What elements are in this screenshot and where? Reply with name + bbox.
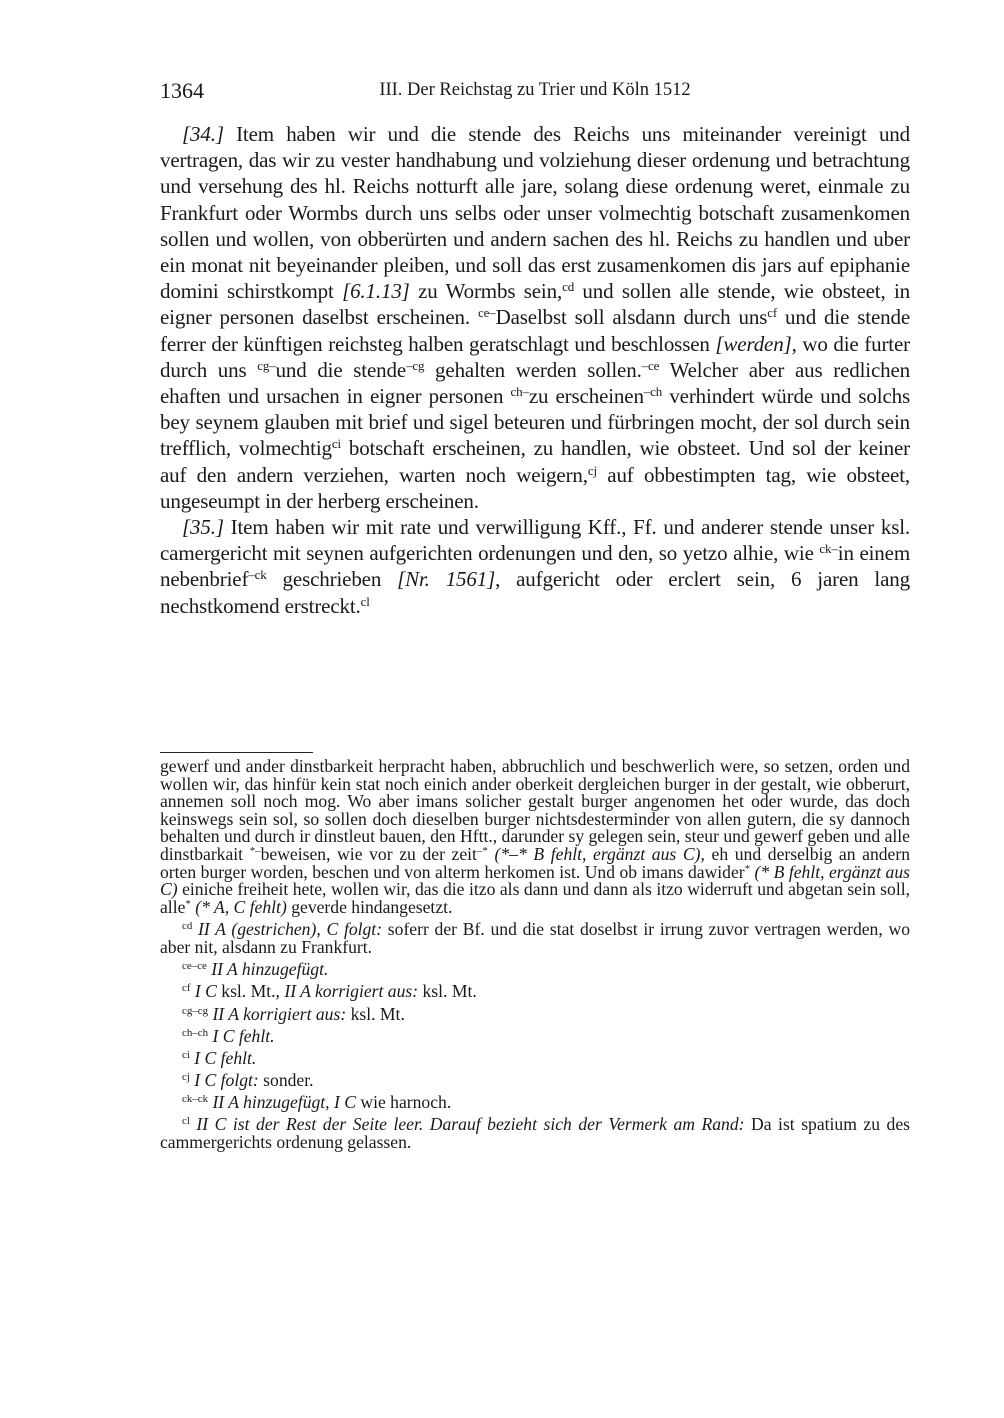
paragraph-34: [34.] Item haben wir und die stende des Reichs uns miteinander vereinigt und vertragen, das wir zu vester handhabung und volziehung dieser ordenung und betrachtung und versehung des hl. Reichs notturft alle jare, solang diese ordenung weret, einmale zu Frankfurt oder Wormbs durch uns selbs oder unser volmechtig botschaft zusamenkomen sollen und wollen, von obberürten und andern sachen des hl. Reichs zu handlen und uber ein monat nit beyeinander pleiben, und soll das erst zusamenkomen dis jars auf epiphanie domini schirstkompt [6.1.13] zu Wormbs sein,$^{cd}$ und sollen alle stende, wie obsteet, in eigner personen daselbst erscheinen. $^{ce-}$Daselbst soll alsdann durch uns$^{cf}$ und die stende ferrer der künftigen reichsteg halben geratschlagt und beschlossen [werden], wo die furter durch uns $^{cg-}$und die stende$^{-cg}$ gehalten werden sollen.$^{-ce}$ Welcher aber aus redlichen ehaften und ursachen in eigner personen $^{ch-}$zu erscheinen$^{-ch}$ verhindert würde und solchs bey seynem glauben mit brief und sigel beteuren und fürbringen mocht, der sol durch sein trefflich, volmechtig$^{ci}$ botschaft erscheinen, zu handlen, wie obsteet. Und sol der keiner auf den andern verziehen, warten noch weigern,$^{cj}$ auf obbestimpten tag, wie obsteet, ungeseumpt in der herberg erscheinen. — [160, 122, 911, 513]
footnote-separator — [160, 752, 313, 753]
footnote-cf: $^{cf}$ I C ksl. Mt., II A korrigiert aus: ksl. Mt. — [182, 981, 477, 1002]
footnote-ref-cf: cf — [767, 305, 778, 321]
date-annotation: [6.1.13] — [342, 279, 410, 304]
footnote-ci: $^{ci}$ I C fehlt. — [182, 1047, 257, 1068]
footnote-ref-ch-open: ch– — [510, 383, 529, 399]
footnote-ref-ci: ci — [331, 436, 341, 452]
footnote-ref-ce-close: –ce — [641, 357, 660, 373]
footnote-ref-cd: cd — [562, 279, 575, 295]
footnote-ref-ce-open: ce– — [477, 305, 496, 321]
footnote-cg: $^{cg-cg}$ II A korrigiert aus: ksl. Mt. — [182, 1003, 405, 1024]
footnote-continuation: gewerf und ander dinstbarkeit herpracht haben, abbruchlich und beschwerlich were, so setzen, orden und wollen wir, das hinfür kein stat noch einich ander oberkeit dergleichen burger in der gestalt, wie obberurt, annemen soll noch mog. Wo aber imans solicher gestalt burger angenomen het oder wurde, das doch keinswegs sein sol, so sollen doch dieselben burger nichtsdesterminder von allen gutern, die sy dannoch behalten und durch ir dinstleut bauen, den Hftt., darunder sy gelegen sein, steur und gewerf geben und alle dinstbarkait *–beweisen, wie vor zu der zeit–* (*–* B fehlt, ergänzt aus C), eh und derselbig an andern orten burger worden, beschen und von alterm herkomen ist. Und ob imans dawider* (* B fehlt, ergänzt aus C) einiche freiheit hete, wollen wir, das die itzo als dann und dann als itzo widerruft und abgetan sein soll, alle* (* A, C fehlt) geverde hindangesetzt. — [160, 756, 911, 917]
footnote-ref-cg-open: cg– — [257, 357, 276, 373]
footnote-cl: $^{cl}$ II C ist der Rest der Seite leer. Darauf bezieht sich der Vermerk am Rand: Da ist spatium zu des cammergerichts ordenung gelassen. — [160, 1114, 910, 1153]
footnote-cd: $^{cd}$ II A (gestrichen), C folgt: soferr der Bf. und die stat doselbst ir irrung zuvor vertragen werden, wo aber nit, alsdann zu Frankfurt. — [160, 919, 910, 957]
running-title: III. Der Reichstag zu Trier und Köln 1512 — [379, 80, 691, 100]
paragraph-35: [35.] Item haben wir mit rate und verwilligung Kff., Ff. und anderer stende unser ksl. camergericht mit seynen aufgerichten ordenungen und den, so yetzo alhie, wie $^{ck-}$in einem nebenbrief$^{-ck}$ geschrieben [Nr. 1561], aufgericht oder erclert sein, 6 jaren lang nechstkomend erstreckt.$^{cl}$ — [160, 515, 911, 618]
section-number: [35.] — [182, 515, 224, 540]
footnote-cj: $^{cj}$ I C folgt: sonder. — [182, 1070, 314, 1091]
footnote-ref-cl: cl — [360, 593, 370, 609]
editorial-insertion: [werden] — [715, 331, 792, 356]
footnote-ref-ck-close: –ck — [248, 567, 267, 583]
footnotes — [160, 758, 910, 1156]
footnote-ref-ch-close: –ch — [643, 383, 663, 399]
footnote-ref-ck-open: ck– — [819, 541, 838, 557]
footnote-ch: $^{ch-ch}$ I C fehlt. — [182, 1025, 275, 1046]
section-number: [34.] — [182, 122, 224, 146]
footnote-ce: $^{ce-ce}$ II A hinzugefügt. — [182, 959, 329, 980]
footnote-ref-cj: cj — [587, 462, 597, 478]
page-number: 1364 — [160, 78, 204, 103]
footnote-ref-cg-close: –cg — [406, 357, 425, 373]
footnote-ck: $^{ck-ck}$ II A hinzugefügt, I C wie harnoch. — [182, 1092, 452, 1113]
main-text — [160, 121, 910, 619]
page-header — [160, 78, 910, 108]
cross-reference: [Nr. 1561] — [397, 567, 496, 592]
